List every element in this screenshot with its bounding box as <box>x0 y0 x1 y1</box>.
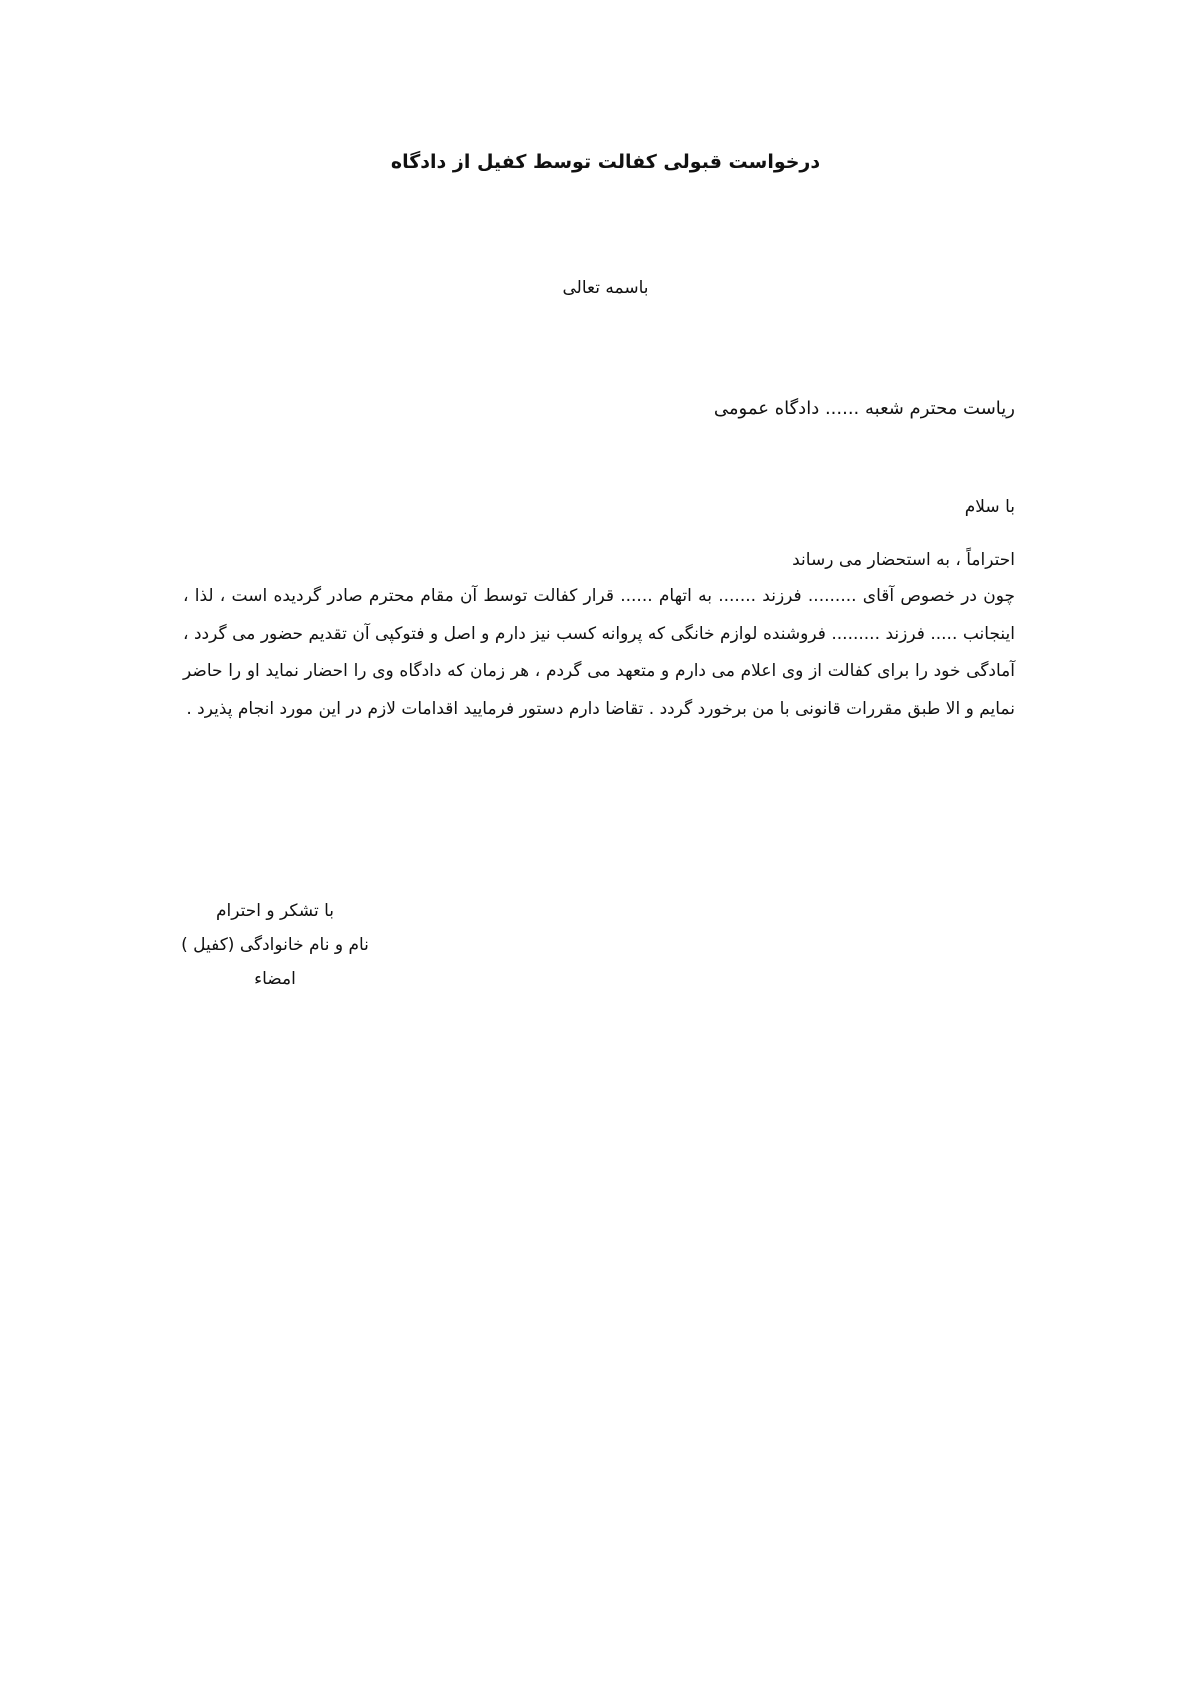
document-title: درخواست قبولی کفالت توسط کفیل از دادگاه <box>390 151 821 173</box>
addressee-line: ریاست محترم شعبه ...... دادگاه عمومی <box>713 398 1015 419</box>
body-paragraph: چون در خصوص آقای ......... فرزند ....... به اتهام ...... قرار کفالت توسط آن مقام محترم صادر گردیده است ، لذا ، اینجانب ..... فرزند ......... فروشنده لوازم خانگی که پروانه کسب نیز دارم و اصل و فتوکپی آن تقدیم حضور می گردد ، آمادگی خود را برای کفالت از وی اعلام می دارم و متعهد می گردم ، هر زمان که دادگاه وی را احضار نماید او را حاضر نمایم و الا طبق مقررات قانونی با من برخورد گردد . تقاضا دارم دستور فرمایید اقدامات لازم در این مورد انجام پذیرد . <box>183 586 1015 719</box>
signer-name-line: نام و نام خانوادگی (کفیل ) <box>181 935 369 955</box>
regards-line: با تشکر و احترام <box>216 901 334 921</box>
letter-body <box>183 542 1015 728</box>
invocation-line: باسمه تعالی <box>562 278 649 298</box>
closing-block <box>170 894 380 996</box>
intro-line: احتراماً ، به استحضار می رساند <box>792 550 1015 570</box>
signature-label: امضاء <box>254 969 296 989</box>
greeting-line: با سلام <box>964 497 1015 517</box>
